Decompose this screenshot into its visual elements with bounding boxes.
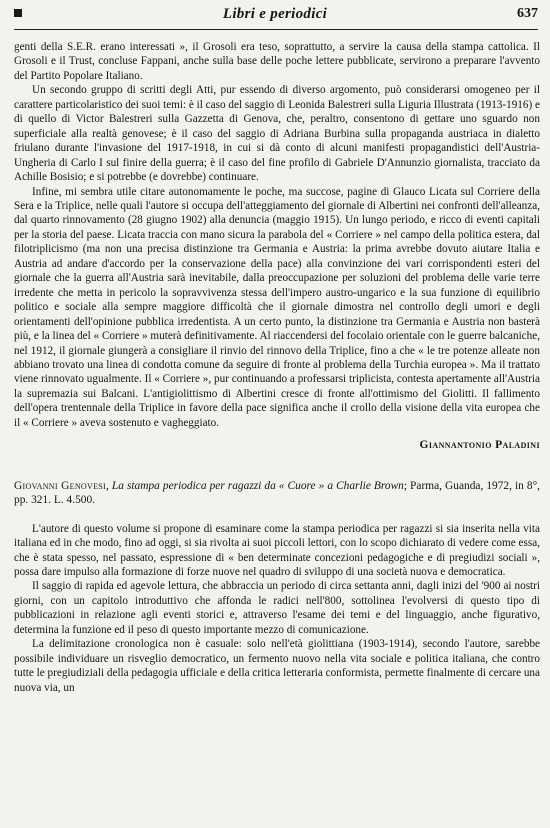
review-heading: Giovanni Genovesi, La stampa periodica per ragazzi da « Cuore » a Charlie Brown; Parma, Guanda, 1972, in 8°, pp. 321. L. 4.500. [14, 479, 540, 507]
article-paragraph: Infine, mi sembra utile citare autonomamente le poche, ma succose, pagine di Glauco Licata sul Corriere della Sera e la Triplice, nelle quali l'autore si occupa dell'atteggiamento del giornale di Albertini nei confronti dell'alleanza, dal quarto rinnovamento (28 giugno 1902) alla denuncia (maggio 1915). Un lungo periodo, e ricco di eventi capitali per la storia del paese. Licata traccia con mano sicura la parabola del « Corriere » nel campo della politica estera, dal filotriplicismo (ma non una precisa distinzione tra Germania e Austria: la prima avrebbe dovuto aiutare Italia e Austria ad andare d'accordo per la conservazione della pace) alla convinzione dei vari corrispondenti esteri del giornale che la guerra all'Austria sarà inevitabile, dalla preoccupazione per soluzioni del problema delle varie terre irredente che metta in pericolo la sopravvivenza stessa dell'impero austro-ungarico e la sua funzione di equilibrio politico e sociale alla sempre maggiore difficoltà che il giornale dimostra nel controllo degli umori e degli orientamenti dell'opinione pubblica irredentista. A un certo punto, la distinzione tra Germania e Austria non basterà più, e la linea del « Corriere » muterà definitivamente. Al riaccendersi del focolaio orientale con le guerre balcaniche, nel 1912, il giornale giungerà a consigliare il rinvio del rinnovo della Triplice, fino a che « le tre potenze alleate non abbiano trovato una linea di condotta comune da seguire di fronte al problema della Turchia europea ». Ma il trattato viene rinnovato ugualmente. Il « Corriere », pur continuando a professarsi triplicista, contesta apertamente all'Austria la supremazia sui Balcani. L'antigiolittismo di Albertini cresce di fronte all'ottimismo del Giolitti. Il fallimento dell'opera trentennale della Triplice in favore della pace significa anche il crollo della visione della vita europea che il « Corriere » aveva sostenuto e vagheggiato. [14, 185, 540, 429]
header-rule [14, 29, 538, 30]
article-paragraph: Un secondo gruppo di scritti degli Atti, pur essendo di diverso argomento, può considerarsi omogeneo per il carattere particolaristico dei suoi temi: è il caso del saggio di Leonida Balestreri sulla Liguria Illustrata (1913-1916) e di quello di Victor Balestreri sulla Gazzetta di Genova, che, peraltro, consentono di gettare uno sguardo non superficiale alla realtà genovese; è il caso del saggio di Adriana Burbina sulla propaganda austriaca in dialetto friulano durante l'invasione del 1917-1918, in cui si dà conto di alcuni manifesti propagandistici dell'Austria-Ungheria di Carlo I sul finire della guerra; è il caso del fine profilo di Gabriele D'Annunzio giornalista, tracciato da Achille Bosisio; e si potrebbe (e dovrebbe) continuare. [14, 84, 540, 184]
article-paragraph: genti della S.E.R. erano interessati », il Grosoli era teso, soprattutto, a servire la causa della stampa cattolica. Il Grosoli e il Trust, concluse Fappani, anche sulla base delle poche lettere pubblicate, servirono a preparare l'avvento del Partito Popolare Italiano. [14, 41, 540, 82]
review-paragraph: La delimitazione cronologica non è casuale: solo nell'età giolittiana (1903-1914), secondo l'autore, sarebbe possibile individuare un risveglio democratico, un fermento nuovo nella vita sociale e politica italiana, che contro tutte le pregiudiziali della pedagogia ufficiale e della critica letteraria conformista, permette finalmente di cercare una nuova via, un [14, 638, 540, 694]
review-paragraph: L'autore di questo volume si propone di esaminare come la stampa periodica per ragazzi si sia inserita nella vita italiana ed in che modo, fino ad oggi, si sia rivolta ai suoi piccoli lettori, con lo scopo dichiarato di vedere come essa, che è stata spesso, nel passato, espressione di « ben determinate concezioni pedagogiche e di pregiudizi sociali », possa dare impulso alla formazione di forze nuove nel quadro di sviluppo di una società nuova e democratica. [14, 522, 540, 578]
review-author: Giovanni Genovesi [14, 479, 106, 492]
author-signature: Giannantonio Paladini [419, 439, 540, 452]
review-paragraph: Il saggio di rapida ed agevole lettura, che abbraccia un periodo di circa settanta anni, dagli inizi del '900 ai nostri giorni, con un capitolo introduttivo che affonda le radici nell'800, sottolinea l'evolversi di questo tipo di pubblicazioni in relazione agli eventi storici e, attraverso l'esame dei temi e del linguaggio, anche figurativo, determina la funzione ed il peso di questo importante mezzo di comunicazione. [14, 580, 540, 636]
review-publication: ; Parma, Guanda, 1972, in 8°, pp. 321. L. 4.500. [14, 479, 540, 507]
page-number: 637 [517, 6, 538, 21]
review-work-title: La stampa periodica per ragazzi da « Cuore » a Charlie Brown [111, 479, 404, 492]
page-body [14, 40, 540, 695]
running-title: Libri e periodici [222, 6, 328, 22]
running-header [0, 4, 550, 26]
